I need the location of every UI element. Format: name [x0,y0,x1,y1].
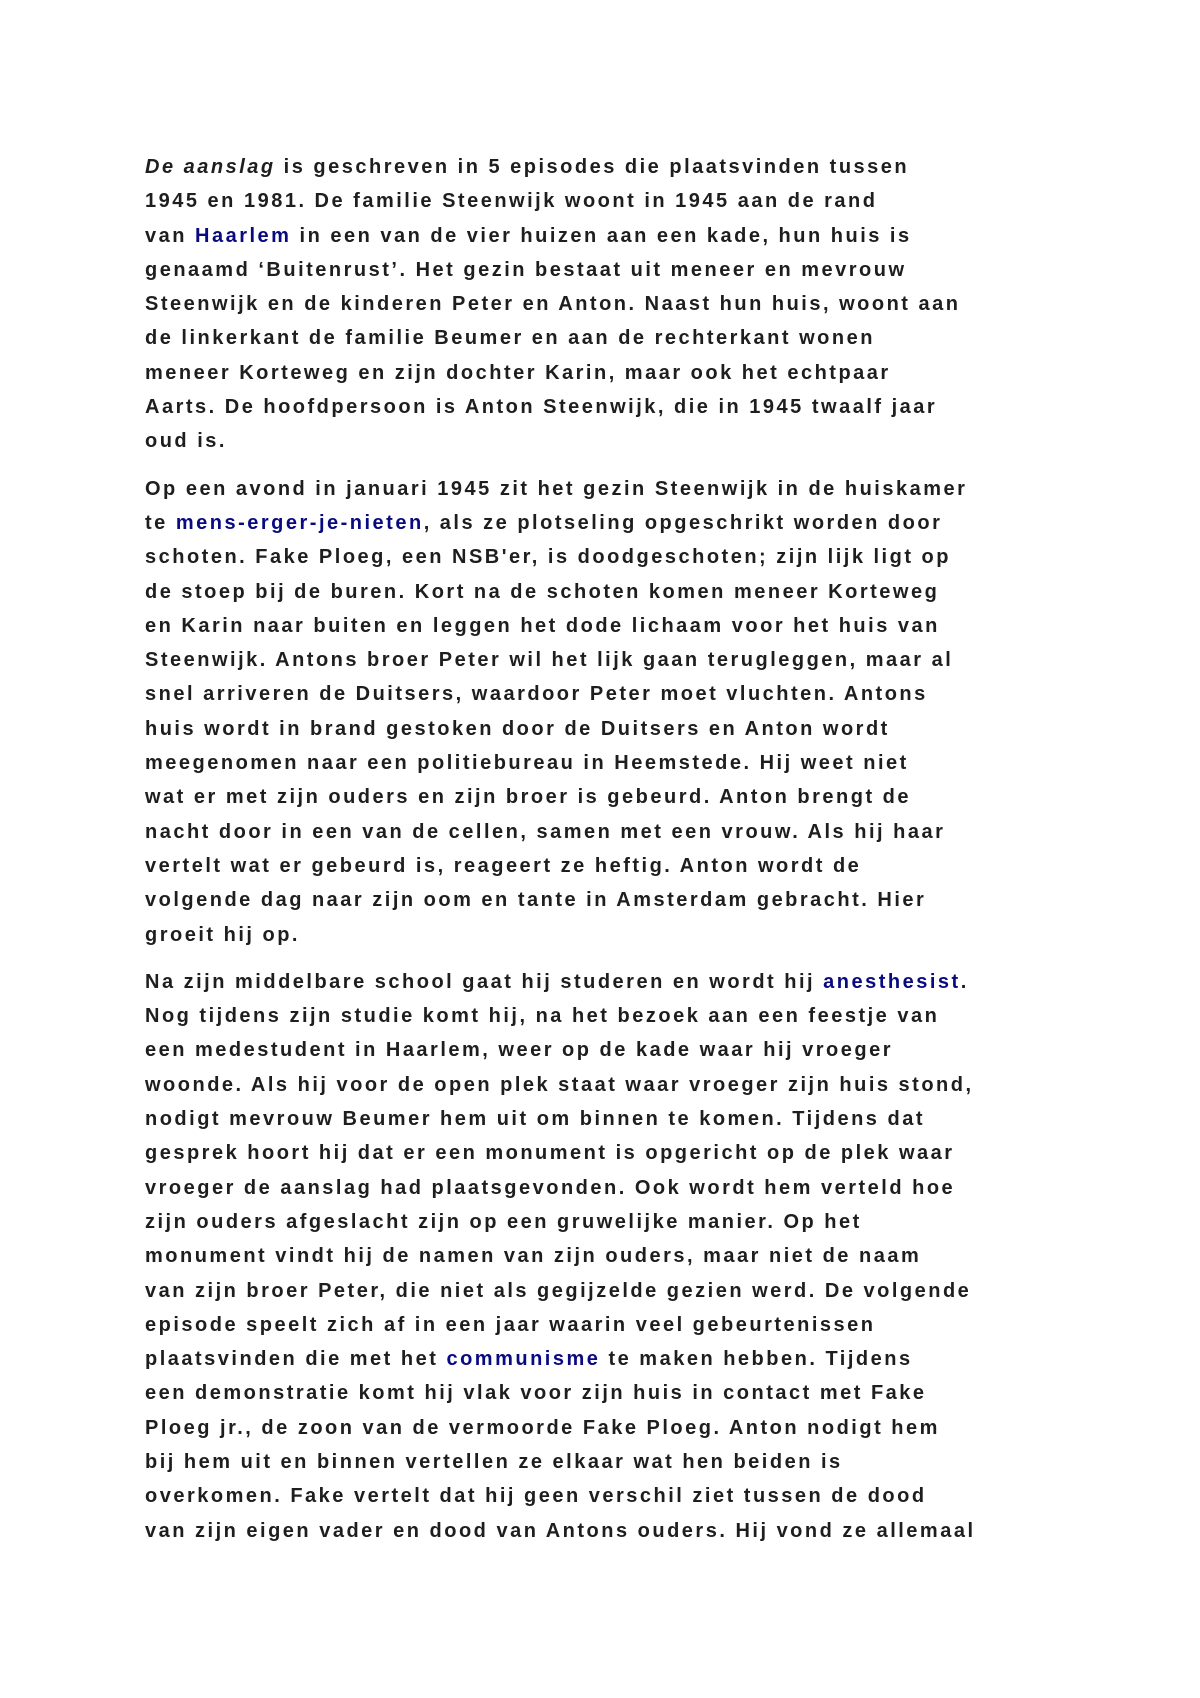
text-run: van zijn broer Peter, die niet als gegijzelde gezien werd. De volgende [145,1279,972,1302]
text-run: in een van de vier huizen aan een kade, hun huis is [291,224,912,247]
text-run: vertelt wat er gebeurd is, reageert ze heftig. Anton wordt de [145,854,862,877]
text-line [145,356,1145,390]
text-line [145,677,1145,711]
text-line [145,390,1145,424]
text-run: meneer Korteweg en zijn dochter Karin, maar ook het echtpaar [145,361,891,384]
text-run: is geschreven in 5 episodes die plaatsvinden tussen [275,156,910,178]
text-run: de stoep bij de buren. Kort na de schoten komen meneer Korteweg [145,580,940,603]
text-run: plaatsvinden die met het [145,1348,447,1371]
text-line [145,999,1145,1033]
text-line [145,643,1145,677]
text-run: nacht door in een van de cellen, samen met een vrouw. Als hij haar [145,820,946,843]
hyperlink[interactable]: Haarlem [195,224,292,247]
text-run: te maken hebben. Tijdens [600,1348,913,1371]
text-line [145,815,1145,849]
hyperlink[interactable]: mens-erger-je-nieten [175,511,424,534]
text-run: Op een avond in januari 1945 zit het gezin Steenwijk in de huiskamer [145,477,968,500]
text-run: overkomen. Fake vertelt dat hij geen verschil ziet tussen de dood [145,1485,927,1508]
text-run: 1945 en 1981. De familie Steenwijk woont in 1945 aan de rand [145,190,878,213]
text-line [145,1102,1145,1136]
book-title-italic: De aanslag [145,156,276,178]
text-line [145,1479,1145,1513]
text-line [145,780,1145,814]
text-run: Na zijn middelbare school gaat hij studeren en wordt hij [145,970,824,993]
text-run: huis wordt in brand gestoken door de Duitsers en Anton wordt [145,717,890,740]
paragraph-3 [145,965,1145,1548]
text-run: episode speelt zich af in een jaar waarin veel gebeurtenissen [145,1313,876,1336]
text-line [145,746,1145,780]
text-run: genaamd ‘Buitenrust’. Het gezin bestaat uit meneer en mevrouw [145,258,907,281]
text-line [145,1342,1145,1376]
text-run: snel arriveren de Duitsers, waardoor Peter moet vluchten. Antons [145,683,928,706]
text-run: volgende dag naar zijn oom en tante in Amsterdam gebracht. Hier [145,889,927,912]
text-line [145,918,1145,952]
text-run: een medestudent in Haarlem, weer op de kade waar hij vroeger [145,1039,893,1062]
text-line [145,1068,1145,1102]
text-line [145,965,1145,999]
text-run: , als ze plotseling opgeschrikt worden door [423,511,943,534]
text-line [145,1376,1145,1410]
text-line [145,1033,1145,1067]
text-line [145,540,1145,574]
text-run: zijn ouders afgeslacht zijn op een gruwelijke manier. Op het [145,1210,862,1233]
text-line [145,609,1145,643]
text-line [145,1274,1145,1308]
text-line [145,712,1145,746]
text-line [145,219,1145,253]
hyperlink[interactable]: anesthesist [823,970,961,993]
paragraph-2 [145,472,1145,952]
text-run: groeit hij op. [145,923,300,946]
text-run: te [145,511,176,534]
text-run: de linkerkant de familie Beumer en aan de rechterkant wonen [145,327,875,350]
hyperlink[interactable]: communisme [446,1348,601,1371]
text-line [145,1514,1145,1548]
text-line [145,253,1145,287]
document-body [145,150,1145,1561]
text-line [145,184,1145,218]
text-run: . [960,970,969,993]
text-line [145,1411,1145,1445]
text-run: en Karin naar buiten en leggen het dode lichaam voor het huis van [145,614,940,637]
text-line [145,424,1145,458]
text-line [145,1136,1145,1170]
text-line [145,849,1145,883]
text-run: monument vindt hij de namen van zijn ouders, maar niet de naam [145,1245,922,1268]
text-line [145,472,1145,506]
text-run: Steenwijk. Antons broer Peter wil het lijk gaan terugleggen, maar al [145,649,954,672]
text-run: gesprek hoort hij dat er een monument is opgericht op de plek waar [145,1142,955,1165]
text-run: nodigt mevrouw Beumer hem uit om binnen te komen. Tijdens dat [145,1108,925,1131]
text-run: Ploeg jr., de zoon van de vermoorde Fake Ploeg. Anton nodigt hem [145,1416,940,1439]
text-run: woonde. Als hij voor de open plek staat waar vroeger zijn huis stond, [145,1073,974,1096]
text-run: vroeger de aanslag had plaatsgevonden. Ook wordt hem verteld hoe [145,1176,956,1199]
text-line [145,287,1145,321]
text-run: Steenwijk en de kinderen Peter en Anton. Naast hun huis, woont aan [145,293,961,316]
text-line [145,1205,1145,1239]
text-line [145,1171,1145,1205]
text-run: oud is. [145,430,227,453]
text-line [145,321,1145,355]
text-run: van zijn eigen vader en dood van Antons ouders. Hij vond ze allemaal [145,1519,976,1542]
text-run: van [145,224,196,247]
paragraph-1 [145,150,1145,459]
text-line [145,575,1145,609]
text-run: wat er met zijn ouders en zijn broer is gebeurd. Anton brengt de [145,786,911,809]
text-line [145,150,1145,184]
text-line [145,1445,1145,1479]
text-run: bij hem uit en binnen vertellen ze elkaar wat hen beiden is [145,1450,843,1473]
text-run: meegenomen naar een politiebureau in Heemstede. Hij weet niet [145,752,909,775]
text-line [145,1239,1145,1273]
text-run: een demonstratie komt hij vlak voor zijn huis in contact met Fake [145,1382,927,1405]
text-run: schoten. Fake Ploeg, een NSB'er, is doodgeschoten; zijn lijk ligt op [145,546,951,569]
text-run: Nog tijdens zijn studie komt hij, na het bezoek aan een feestje van [145,1005,940,1028]
text-line [145,1308,1145,1342]
text-line [145,506,1145,540]
text-line [145,883,1145,917]
text-run: Aarts. De hoofdpersoon is Anton Steenwijk, die in 1945 twaalf jaar [145,396,938,419]
